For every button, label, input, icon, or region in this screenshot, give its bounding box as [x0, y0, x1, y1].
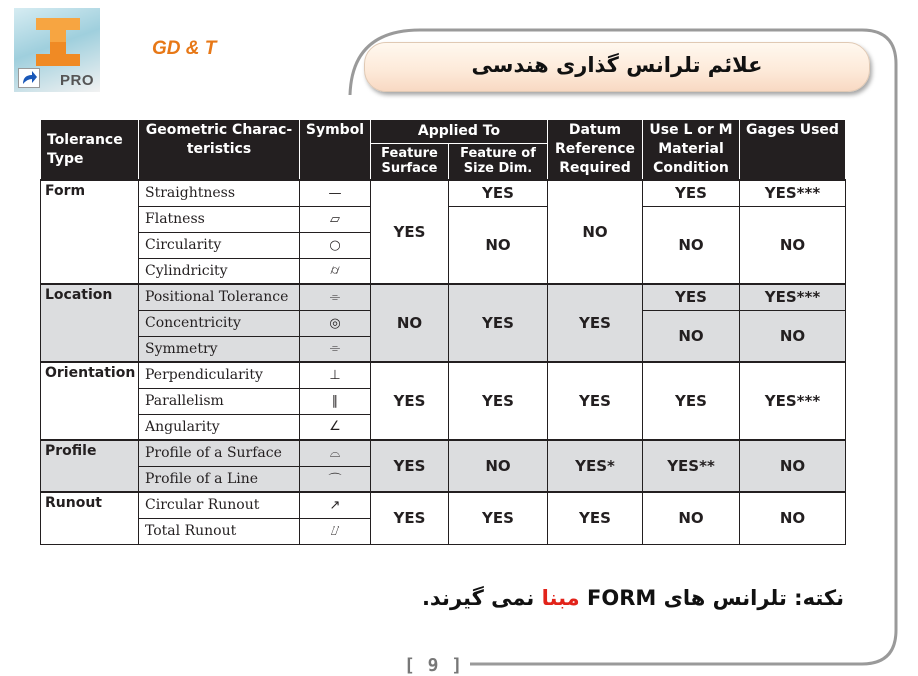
characteristic-cell: Cylindricity [139, 258, 300, 284]
value-cell: YES [371, 362, 449, 440]
header-material-condition: Use L or M Material Condition [643, 120, 740, 181]
value-cell: NO [449, 440, 548, 492]
value-cell: YES*** [740, 362, 846, 440]
perpendicularity-symbol-icon: ⊥ [300, 362, 371, 388]
page-title: علائم تلرانس گذاری هندسی [471, 53, 763, 77]
value-cell: YES [548, 284, 643, 362]
type-cell: Form [41, 180, 139, 284]
value-cell: YES*** [740, 180, 846, 206]
page-number: [ 9 ] [404, 655, 464, 676]
table-row [41, 440, 846, 466]
total-runout-symbol-icon: ⌰ [300, 518, 371, 544]
value-cell: NO [643, 492, 740, 544]
header-applied-to: Applied To [371, 120, 548, 144]
value-cell: YES [371, 180, 449, 284]
concentricity-symbol-icon: ◎ [300, 310, 371, 336]
value-cell: YES [643, 362, 740, 440]
value-cell: YES [449, 180, 548, 206]
value-cell: NO [643, 310, 740, 362]
header-tolerance-type: Tolerance Type [41, 120, 139, 181]
type-cell: Runout [41, 492, 139, 544]
cylindricity-symbol-icon: ⌭ [300, 258, 371, 284]
value-cell: NO [449, 206, 548, 284]
flatness-symbol-icon: ▱ [300, 206, 371, 232]
value-cell: NO [643, 206, 740, 284]
value-cell: NO [548, 180, 643, 284]
inventor-logo-icon [32, 14, 84, 70]
header-feature-surface: Feature Surface [371, 143, 449, 180]
value-cell: YES** [643, 440, 740, 492]
value-cell: YES [643, 180, 740, 206]
value-cell: NO [740, 440, 846, 492]
characteristic-cell: Circularity [139, 232, 300, 258]
profile-line-symbol-icon: ⌒ [300, 466, 371, 492]
header-symbol: Symbol [300, 120, 371, 181]
characteristic-cell: Angularity [139, 414, 300, 440]
header-datum-reference: Datum Reference Required [548, 120, 643, 181]
table-row [41, 492, 846, 518]
value-cell: NO [740, 492, 846, 544]
characteristic-cell: Circular Runout [139, 492, 300, 518]
value-cell: YES [371, 492, 449, 544]
table-row [41, 362, 846, 388]
symmetry-symbol-icon: ⌯ [300, 336, 371, 362]
app-logo [14, 8, 100, 92]
type-cell: Location [41, 284, 139, 362]
circularity-symbol-icon: ○ [300, 232, 371, 258]
characteristic-cell: Total Runout [139, 518, 300, 544]
characteristic-cell: Positional Tolerance [139, 284, 300, 310]
value-cell: YES [548, 492, 643, 544]
value-cell: YES [449, 284, 548, 362]
gdt-table [40, 119, 846, 545]
value-cell: NO [371, 284, 449, 362]
header-geometric-characteristics: Geometric Charac- teristics [139, 120, 300, 181]
circular-runout-symbol-icon: ↗ [300, 492, 371, 518]
straightness-symbol-icon: — [300, 180, 371, 206]
characteristic-cell: Straightness [139, 180, 300, 206]
position-symbol-icon: ⌯ [300, 284, 371, 310]
footnote [422, 586, 844, 610]
value-cell: YES [449, 362, 548, 440]
characteristic-cell: Parallelism [139, 388, 300, 414]
angularity-symbol-icon: ∠ [300, 414, 371, 440]
value-cell: YES*** [740, 284, 846, 310]
header-gages-used: Gages Used [740, 120, 846, 181]
value-cell: YES [449, 492, 548, 544]
characteristic-cell: Symmetry [139, 336, 300, 362]
title-banner [364, 42, 870, 92]
logo-label: PRO [60, 72, 95, 89]
characteristic-cell: Perpendicularity [139, 362, 300, 388]
value-cell: YES* [548, 440, 643, 492]
value-cell: NO [740, 206, 846, 284]
parallelism-symbol-icon: ∥ [300, 388, 371, 414]
note-form-word: FORM [587, 586, 657, 610]
value-cell: YES [548, 362, 643, 440]
note-suffix: نمی گیرند. [421, 586, 535, 610]
characteristic-cell: Flatness [139, 206, 300, 232]
note-prefix: نکته: تلرانس های [663, 586, 844, 610]
characteristic-cell: Concentricity [139, 310, 300, 336]
table-row [41, 284, 846, 310]
characteristic-cell: Profile of a Line [139, 466, 300, 492]
value-cell: YES [643, 284, 740, 310]
section-label: GD & T [152, 38, 217, 59]
value-cell: NO [740, 310, 846, 362]
type-cell: Profile [41, 440, 139, 492]
value-cell: YES [371, 440, 449, 492]
shortcut-arrow-icon [18, 68, 40, 88]
header-feature-of-size: Feature of Size Dim. [449, 143, 548, 180]
profile-surface-symbol-icon: ⌓ [300, 440, 371, 466]
table-row [41, 180, 846, 206]
type-cell: Orientation [41, 362, 139, 440]
characteristic-cell: Profile of a Surface [139, 440, 300, 466]
note-highlight: مبنا [541, 586, 580, 610]
